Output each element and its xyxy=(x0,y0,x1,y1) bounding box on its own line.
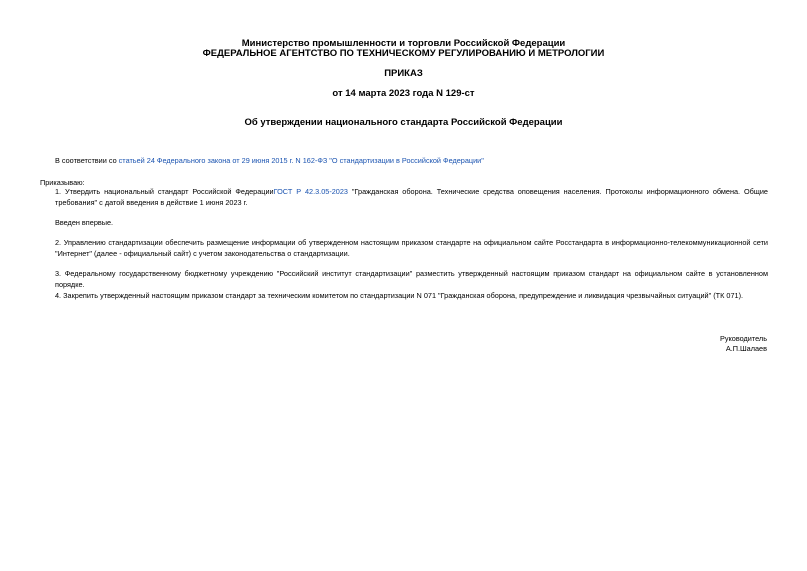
standard-link[interactable]: ГОСТ Р 42.3.05-2023 xyxy=(273,187,348,196)
item1-prefix: 1. Утвердить национальный стандарт Российской Федерации xyxy=(55,187,274,196)
order-item-1 xyxy=(55,187,768,208)
order-item-3: 3. Федеральному государственному бюджетному учреждению "Российский институт стандартизации" разместить утвержденный настоящим приказом стандарт на официальном сайте в установленном порядке. xyxy=(55,269,768,289)
signatory-name: А.П.Шалаев xyxy=(725,344,767,353)
signatory-title: Руководитель xyxy=(719,334,767,343)
order-item-4: 4. Закрепить утвержденный настоящим приказом стандарт за техническим комитетом по стандартизации N 071 "Гражданская оборона, предупреждение и ликвидация чрезвычайных ситуаций" (ТК 071). xyxy=(55,291,744,300)
document-date-number: от 14 марта 2023 года N 129-ст xyxy=(332,88,475,99)
item1-suffix: "Гражданская оборона. Технические средства оповещения населения. Протоколы информационного обмена. Общие требования" с датой введения в действие 1 июня 2023 г. xyxy=(55,187,768,207)
federal-law-link[interactable]: статьей 24 Федерального закона от 29 июня 2015 г. N 162-ФЗ "О стандартизации в Российской Федерации" xyxy=(118,156,484,165)
order-word: Приказываю: xyxy=(40,178,85,187)
ministry-name: Министерство промышленности и торговли Российской Федерации xyxy=(241,38,566,49)
preamble xyxy=(55,156,768,167)
document-subject: Об утверждении национального стандарта Российской Федерации xyxy=(244,117,563,128)
order-item-2: 2. Управлению стандартизации обеспечить размещение информации об утвержденном настоящим приказом стандарте на официальном сайте Росстандарта в информационно-телекоммуникационной сети "Интернет" (далее - официальный сайт) с учетом законодательства о стандартизации. xyxy=(55,238,768,258)
document-type: ПРИКАЗ xyxy=(384,68,423,79)
introduced-note: Введен впервые. xyxy=(55,218,114,227)
preamble-prefix: В соответствии со xyxy=(55,156,119,165)
agency-name: ФЕДЕРАЛЬНОЕ АГЕНТСТВО ПО ТЕХНИЧЕСКОМУ РЕГУЛИРОВАНИЮ И МЕТРОЛОГИИ xyxy=(202,48,605,59)
